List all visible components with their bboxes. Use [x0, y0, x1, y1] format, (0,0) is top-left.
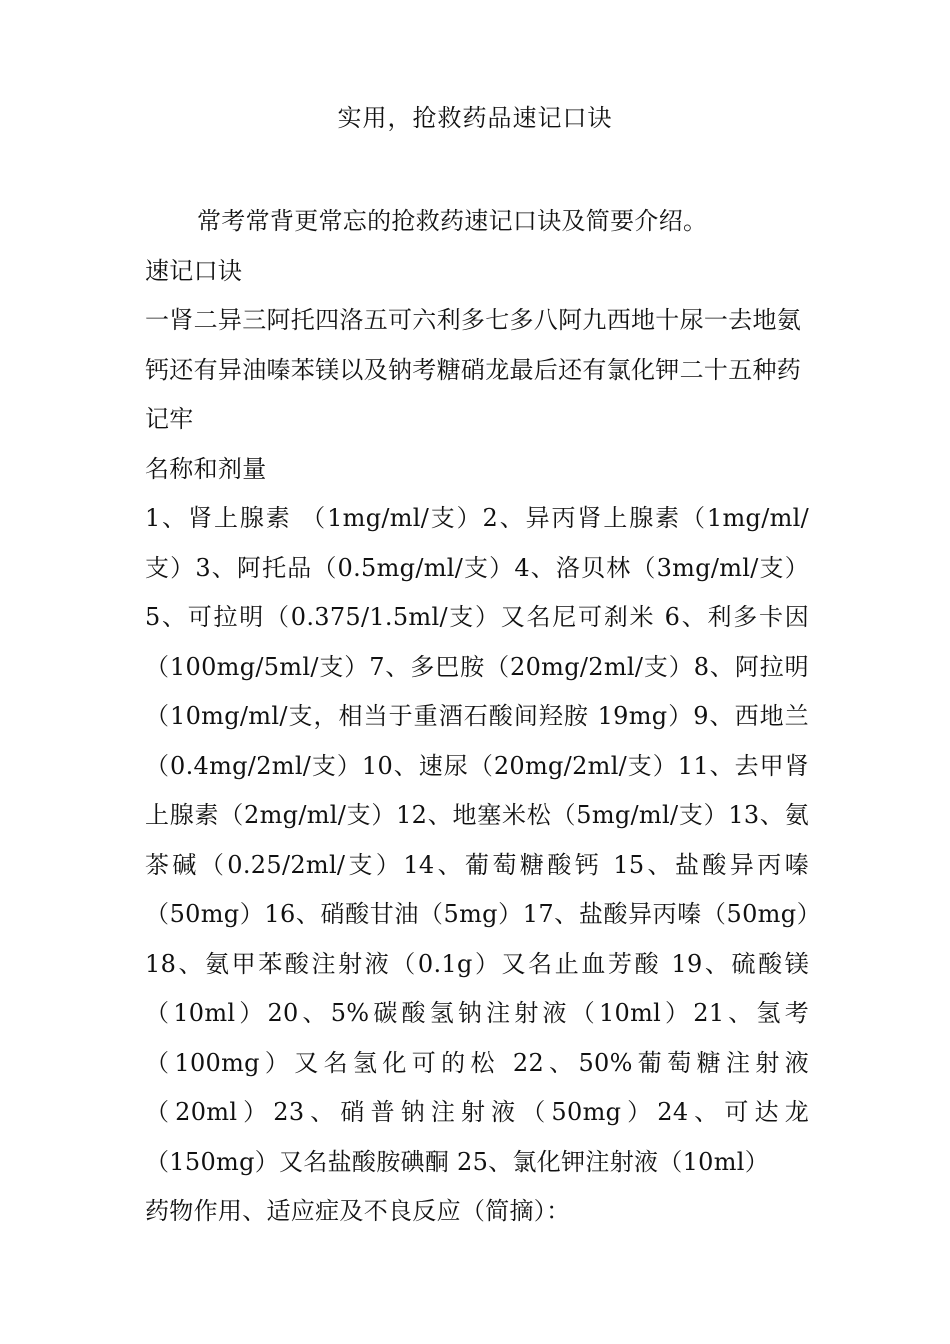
intro-paragraph: 常考常背更常忘的抢救药速记口诀及简要介绍。 [197, 207, 708, 235]
effects-heading: 药物作用、适应症及不良反应（简摘）： [145, 1197, 571, 1225]
document-body [145, 197, 809, 1237]
document-title: 实用，抢救药品速记口诀 [337, 104, 613, 132]
names-heading: 名称和剂量 [145, 454, 267, 483]
mnemonic-heading: 速记口诀 [145, 256, 243, 285]
drug-list-paragraph: 1、肾上腺素 （1mg/ml/支）2、异丙肾上腺素（1mg/ml/支）3、阿托品（0.5mg/ml/支）4、洛贝林（3mg/ml/支）5、可拉明（0.375/1.5ml/支）又名尼可刹米 6、利多卡因（100mg/5ml/支）7、多巴胺（20mg/2ml/支）8、阿拉明（10mg/ml/支，相当于重酒石酸间羟胺 19mg）9、西地兰（0.4mg/2ml/支）10、速尿（20mg/2ml/支）11、去甲肾上腺素（2mg/ml/支）12、地塞米松（5mg/ml/支）13、氨茶碱（0.25/2ml/支）14、葡萄糖酸钙 15、盐酸异丙嗪（50mg）16、硝酸甘油（5mg）17、盐酸异丙嗪（50mg）18、氨甲苯酸注射液（0.1g）又名止血芳酸 19、硫酸镁（10ml）20、5%碳酸氢钠注射液（10ml）21、氢考（100mg）又名氢化可的松 22、50%葡萄糖注射液（20ml）23、硝普钠注射液（50mg）24、可达龙（150mg）又名盐酸胺碘酮 25、氯化钾注射液（10ml） [145, 504, 809, 1176]
mnemonic-text: 一肾二异三阿托四洛五可六利多七多八阿九西地十尿一去地氨钙还有异油嗪苯镁以及钠考糖硝龙最后还有氯化钾二十五种药记牢 [145, 306, 802, 433]
